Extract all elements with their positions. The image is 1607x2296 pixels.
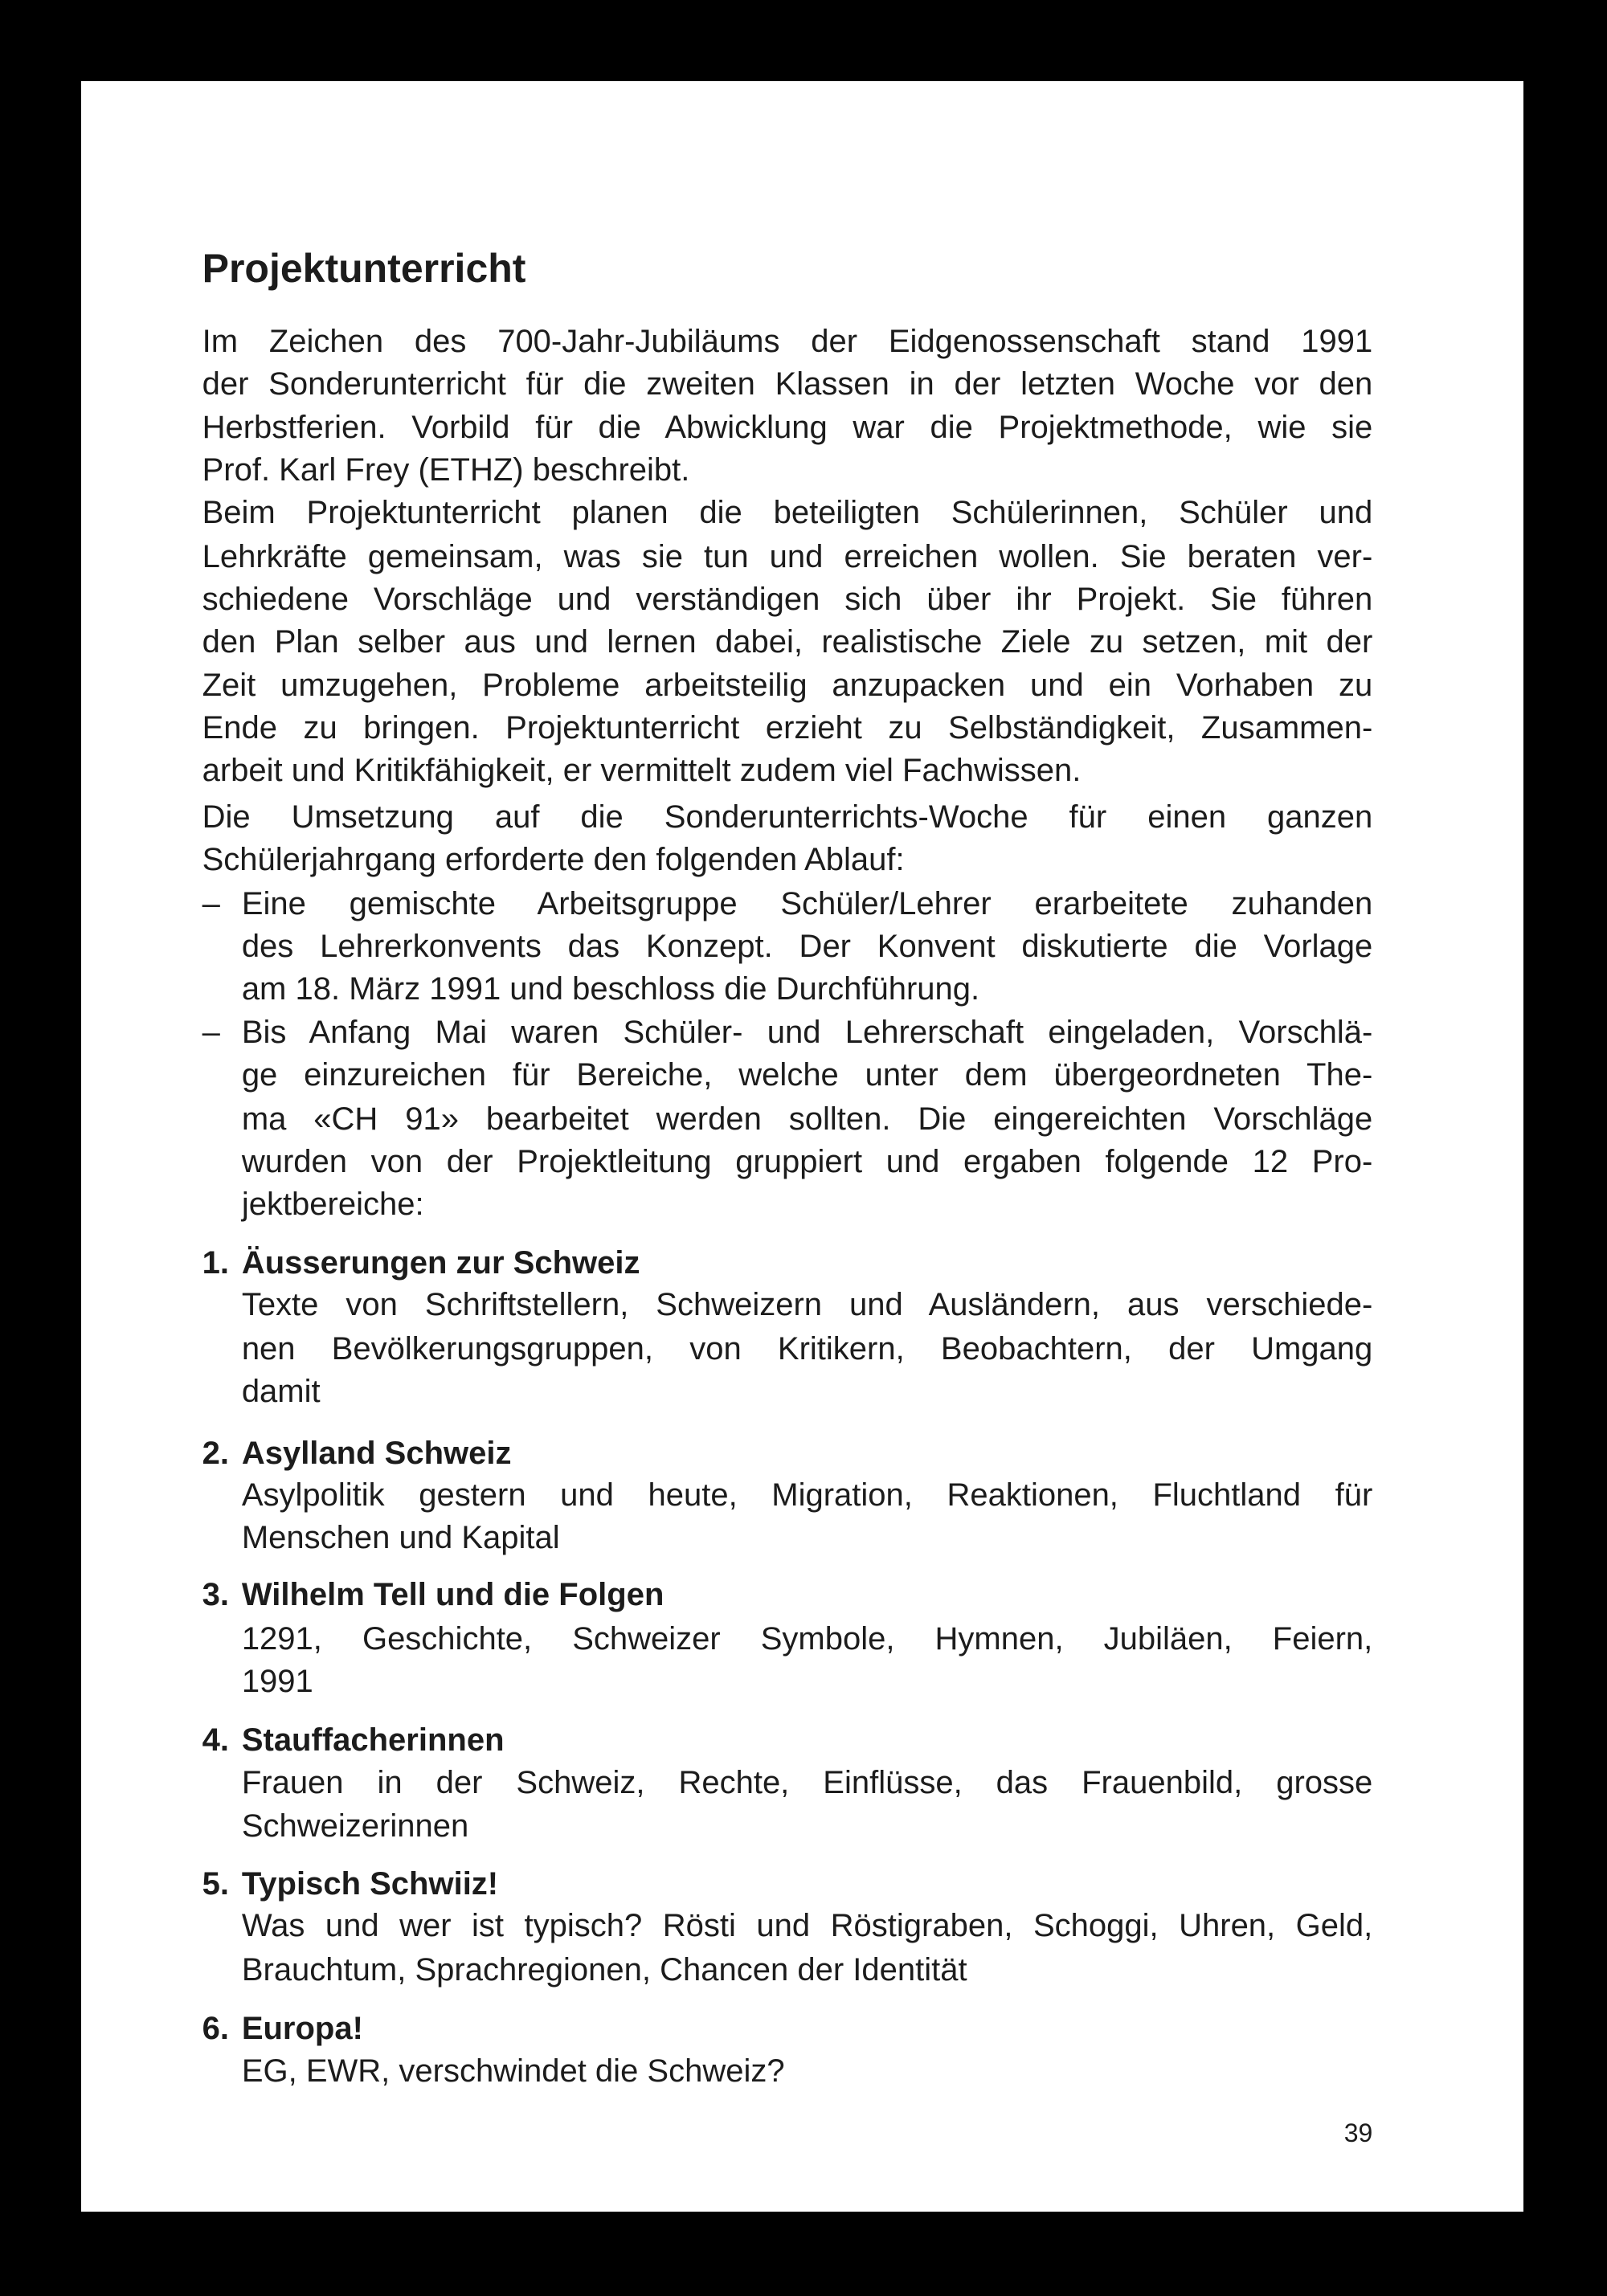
item-heading: Asylland Schweiz bbox=[241, 1435, 512, 1471]
item-number: 3. bbox=[202, 1577, 229, 1613]
page-title: Projektunterricht bbox=[202, 245, 526, 291]
item-description-line: damit bbox=[241, 1373, 321, 1409]
item-heading: Wilhelm Tell und die Folgen bbox=[241, 1577, 664, 1613]
item-description-line: EG, EWR, verschwindet die Schweiz? bbox=[241, 2053, 785, 2089]
item-number: 6. bbox=[202, 2011, 229, 2047]
item-heading: Typisch Schwiiz! bbox=[241, 1865, 499, 1902]
bullet-line: Eine gemischte Arbeitsgruppe Schüler/Lehrer erarbeitete zuhanden bbox=[241, 885, 1373, 921]
paragraph-line: schiedene Vorschläge und verständigen sich über ihr Projekt. Sie führen bbox=[202, 581, 1373, 617]
paragraph-line: Prof. Karl Frey (ETHZ) beschreibt. bbox=[202, 452, 690, 488]
paragraph-line: Herbstferien. Vorbild für die Abwicklung war die Projektmethode, wie sie bbox=[202, 410, 1373, 446]
item-number: 1. bbox=[202, 1244, 229, 1281]
item-number: 2. bbox=[202, 1435, 229, 1471]
bullet-dash-marker: – bbox=[202, 1015, 220, 1051]
bullet-line: am 18. März 1991 und beschloss die Durchführung. bbox=[241, 970, 980, 1007]
item-heading: Äusserungen zur Schweiz bbox=[241, 1244, 640, 1281]
paragraph-line: den Plan selber aus und lernen dabei, realistische Ziele zu setzen, mit der bbox=[202, 623, 1373, 660]
item-number: 5. bbox=[202, 1865, 229, 1902]
bullet-line: jektbereiche: bbox=[241, 1186, 424, 1222]
item-description-line: Asylpolitik gestern und heute, Migration, Reaktionen, Fluchtland für bbox=[241, 1477, 1373, 1514]
paragraph-line: Im Zeichen des 700-Jahr-Jubiläums der Eidgenossenschaft stand 1991 bbox=[202, 323, 1373, 359]
bullet-line: ge einzureichen für Bereiche, welche unter dem übergeordneten The- bbox=[241, 1057, 1373, 1093]
item-number: 4. bbox=[202, 1722, 229, 1758]
page-number: 39 bbox=[1343, 2118, 1373, 2147]
bullet-line: wurden von der Projektleitung gruppiert und ergaben folgende 12 Pro- bbox=[241, 1143, 1373, 1179]
bullet-line: Bis Anfang Mai waren Schüler- und Lehrerschaft eingeladen, Vorschlä- bbox=[241, 1015, 1373, 1051]
paragraph-line: Lehrkräfte gemeinsam, was sie tun und erreichen wollen. Sie beraten ver- bbox=[202, 538, 1373, 574]
item-description-line: Frauen in der Schweiz, Rechte, Einflüsse, das Frauenbild, grosse bbox=[241, 1764, 1373, 1800]
item-heading: Europa! bbox=[241, 2011, 363, 2047]
item-description-line: Brauchtum, Sprachregionen, Chancen der Identität bbox=[241, 1952, 967, 1988]
bullet-line: ma «CH 91» bearbeitet werden sollten. Die eingereichten Vorschläge bbox=[241, 1101, 1373, 1137]
bullet-dash-marker: – bbox=[202, 885, 220, 921]
paragraph-line: der Sonderunterricht für die zweiten Klassen in der letzten Woche vor den bbox=[202, 366, 1373, 402]
item-description-line: Menschen und Kapital bbox=[241, 1520, 560, 1556]
paragraph-line: Ende zu bringen. Projektunterricht erzieht zu Selbständigkeit, Zusammen- bbox=[202, 710, 1373, 746]
paragraph-line: Beim Projektunterricht planen die beteiligten Schülerinnen, Schüler und bbox=[202, 495, 1373, 531]
item-description-line: Texte von Schriftstellern, Schweizern und Ausländern, aus verschiede- bbox=[241, 1287, 1373, 1323]
document-page bbox=[81, 81, 1523, 2212]
item-heading: Stauffacherinnen bbox=[241, 1722, 505, 1758]
item-description-line: Schweizerinnen bbox=[241, 1808, 469, 1845]
paragraph-line: Die Umsetzung auf die Sonderunterrichts-Woche für einen ganzen bbox=[202, 799, 1373, 835]
bullet-line: des Lehrerkonvents das Konzept. Der Konvent diskutierte die Vorlage bbox=[241, 928, 1373, 964]
paragraph-line: Zeit umzugehen, Probleme arbeitsteilig anzupacken und ein Vorhaben zu bbox=[202, 668, 1373, 704]
item-description-line: 1291, Geschichte, Schweizer Symbole, Hymnen, Jubiläen, Feiern, bbox=[241, 1621, 1373, 1657]
item-description-line: nen Bevölkerungsgruppen, von Kritikern, Beobachtern, der Umgang bbox=[241, 1331, 1373, 1367]
item-description-line: Was und wer ist typisch? Rösti und Röstigraben, Schoggi, Uhren, Geld, bbox=[241, 1908, 1373, 1944]
paragraph-line: arbeit und Kritikfähigkeit, er vermittelt zudem viel Fachwissen. bbox=[202, 752, 1082, 788]
paragraph-line: Schülerjahrgang erforderte den folgenden Ablauf: bbox=[202, 842, 905, 878]
item-description-line: 1991 bbox=[241, 1663, 313, 1699]
